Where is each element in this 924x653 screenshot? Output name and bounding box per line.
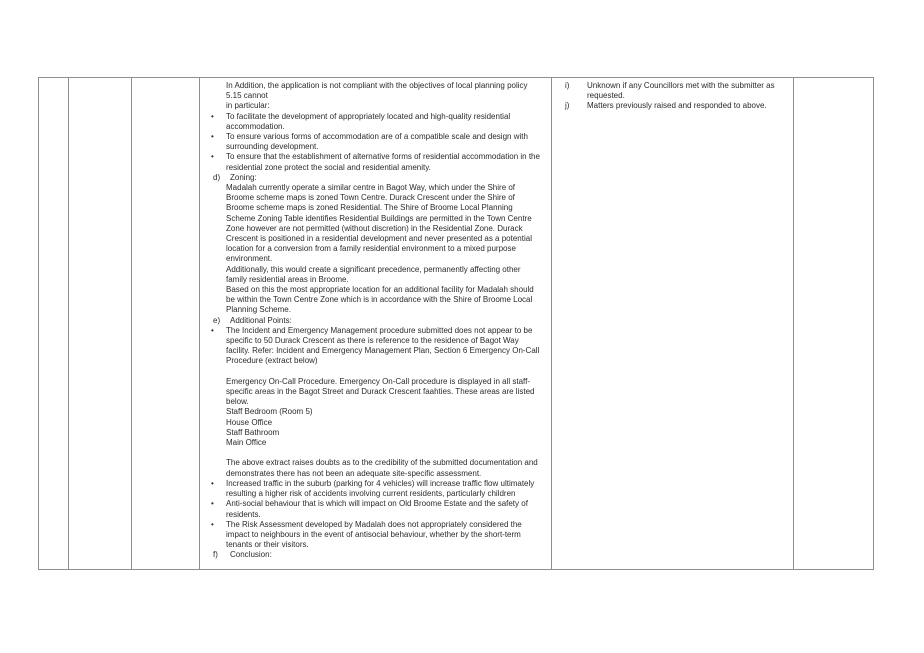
item-text: The Risk Assessment developed by Madalah does not appropriately considered the impact to neighbours in the event of antisocial behaviour, whether by the short-term tenants or their visitors.	[226, 519, 522, 550]
labeled-item	[552, 81, 793, 101]
bullet-item	[200, 152, 551, 172]
item-text: Based on this the most appropriate location for an additional facility for Madalah should be within the Town Centre Zone which is in accordance with the Shire of Broome Local Planning Scheme.	[226, 285, 534, 315]
item-text: Madalah currently operate a similar centre in Bagot Way, which under the Shire of Broome scheme maps is zoned Town Centre. Durack Crescent under the Shire of Broome scheme maps is zoned Residential. The Shire of Broome Local Planning Scheme Zoning Table identifies Residential Buildings are permitted in the Town Centre Zone however are not permitted (without discretion) in the Residential Zone. Durack Crescent is positioned in a residential development and never presented as a potential location for a conversion from a family residential environment to a mixed purpose environment.	[226, 183, 532, 264]
paragraph	[200, 285, 551, 316]
item-text: Staff Bedroom (Room 5)	[226, 407, 313, 417]
item-text: Main Office	[226, 438, 267, 448]
item-text: Emergency On-Call Procedure. Emergency On-Call procedure is displayed in all staff-specific areas in the Bagot Street and Durack Crescent faahties. These areas are listed below.	[226, 376, 535, 407]
item-text: Conclusion:	[230, 550, 272, 560]
paragraph	[200, 265, 551, 285]
list-label: f)	[213, 550, 218, 560]
item-text: in particular:	[226, 101, 270, 111]
paragraph	[200, 418, 551, 428]
labeled-item	[200, 173, 551, 183]
item-text: To ensure that the establishment of alternative forms of residential accommodation in the residential zone protect the social and residential amenity.	[226, 152, 540, 172]
bullet-item	[200, 326, 551, 367]
bullet-icon: •	[211, 519, 214, 529]
labeled-item	[552, 101, 793, 111]
paragraph	[200, 428, 551, 438]
cell-main-content	[200, 78, 552, 570]
item-text: Additional Points:	[230, 315, 292, 325]
bullet-icon: •	[211, 132, 214, 142]
paragraph	[200, 183, 551, 265]
blank-line	[200, 367, 551, 377]
item-text: To ensure various forms of accommodation are of a compatible scale and design with surrounding development.	[226, 132, 528, 152]
paragraph	[200, 458, 551, 478]
paragraph	[200, 438, 551, 448]
paragraph	[200, 407, 551, 417]
review-table	[38, 77, 874, 570]
paragraph	[200, 101, 551, 111]
item-text: To facilitate the development of appropriately located and high-quality residential accommodation.	[226, 111, 511, 131]
bullet-icon: •	[211, 111, 214, 121]
cell-empty-1	[39, 78, 69, 570]
list-label: e)	[213, 315, 221, 325]
paragraph	[200, 377, 551, 408]
bullet-icon: •	[211, 499, 214, 509]
item-text: Unknown if any Councillors met with the submitter as requested.	[587, 81, 775, 101]
bullet-item	[200, 112, 551, 132]
table-row	[39, 78, 874, 570]
cell-empty-4	[794, 78, 874, 570]
paragraph	[200, 81, 551, 101]
cell-empty-3	[132, 78, 200, 570]
item-text: Additionally, this would create a significant precedence, permanently affecting other family residential areas in Broome.	[226, 264, 521, 284]
response-content-list	[552, 78, 793, 112]
item-text: Increased traffic in the suburb (parking for 4 vehicles) will increase traffic flow ultimately resulting a higher risk of accidents involving current residents, particularly children	[226, 478, 535, 499]
bullet-icon: •	[211, 478, 214, 488]
labeled-item	[200, 550, 551, 560]
labeled-item	[200, 316, 551, 326]
item-text: The Incident and Emergency Management procedure submitted does not appear to be specific to 50 Durack Crescent as there is reference to the residence of Bagot Way facility. Refer: Incident and Emergency Management Plan, Section 6 Emergency On-Call Procedure (extract below)	[226, 325, 540, 366]
bullet-item	[200, 479, 551, 499]
bullet-icon: •	[211, 325, 214, 335]
item-text: In Addition, the application is not compliant with the objectives of local planning policy 5.15 cannot	[226, 81, 528, 101]
item-text: House Office	[226, 417, 273, 427]
cell-response-content	[552, 78, 794, 570]
bullet-icon: •	[211, 152, 214, 162]
item-text: Staff Bathroom	[226, 427, 280, 437]
list-label: i)	[565, 81, 570, 90]
list-label: j)	[565, 101, 570, 111]
item-text: The above extract raises doubts as to the credibility of the submitted documentation and demonstrates there has not been an adequate site-specific assessment.	[226, 458, 538, 478]
cell-empty-2	[69, 78, 132, 570]
item-text: Zoning:	[230, 172, 257, 182]
bullet-item	[200, 132, 551, 152]
main-content-list	[200, 78, 551, 561]
list-label: d)	[213, 172, 221, 182]
item-text: Anti-social behaviour that is which will impact on Old Broome Estate and the safety of residents.	[226, 499, 528, 519]
item-text: Matters previously raised and responded to above.	[587, 101, 767, 111]
bullet-item	[200, 499, 551, 519]
blank-line	[200, 448, 551, 458]
bullet-item	[200, 520, 551, 551]
